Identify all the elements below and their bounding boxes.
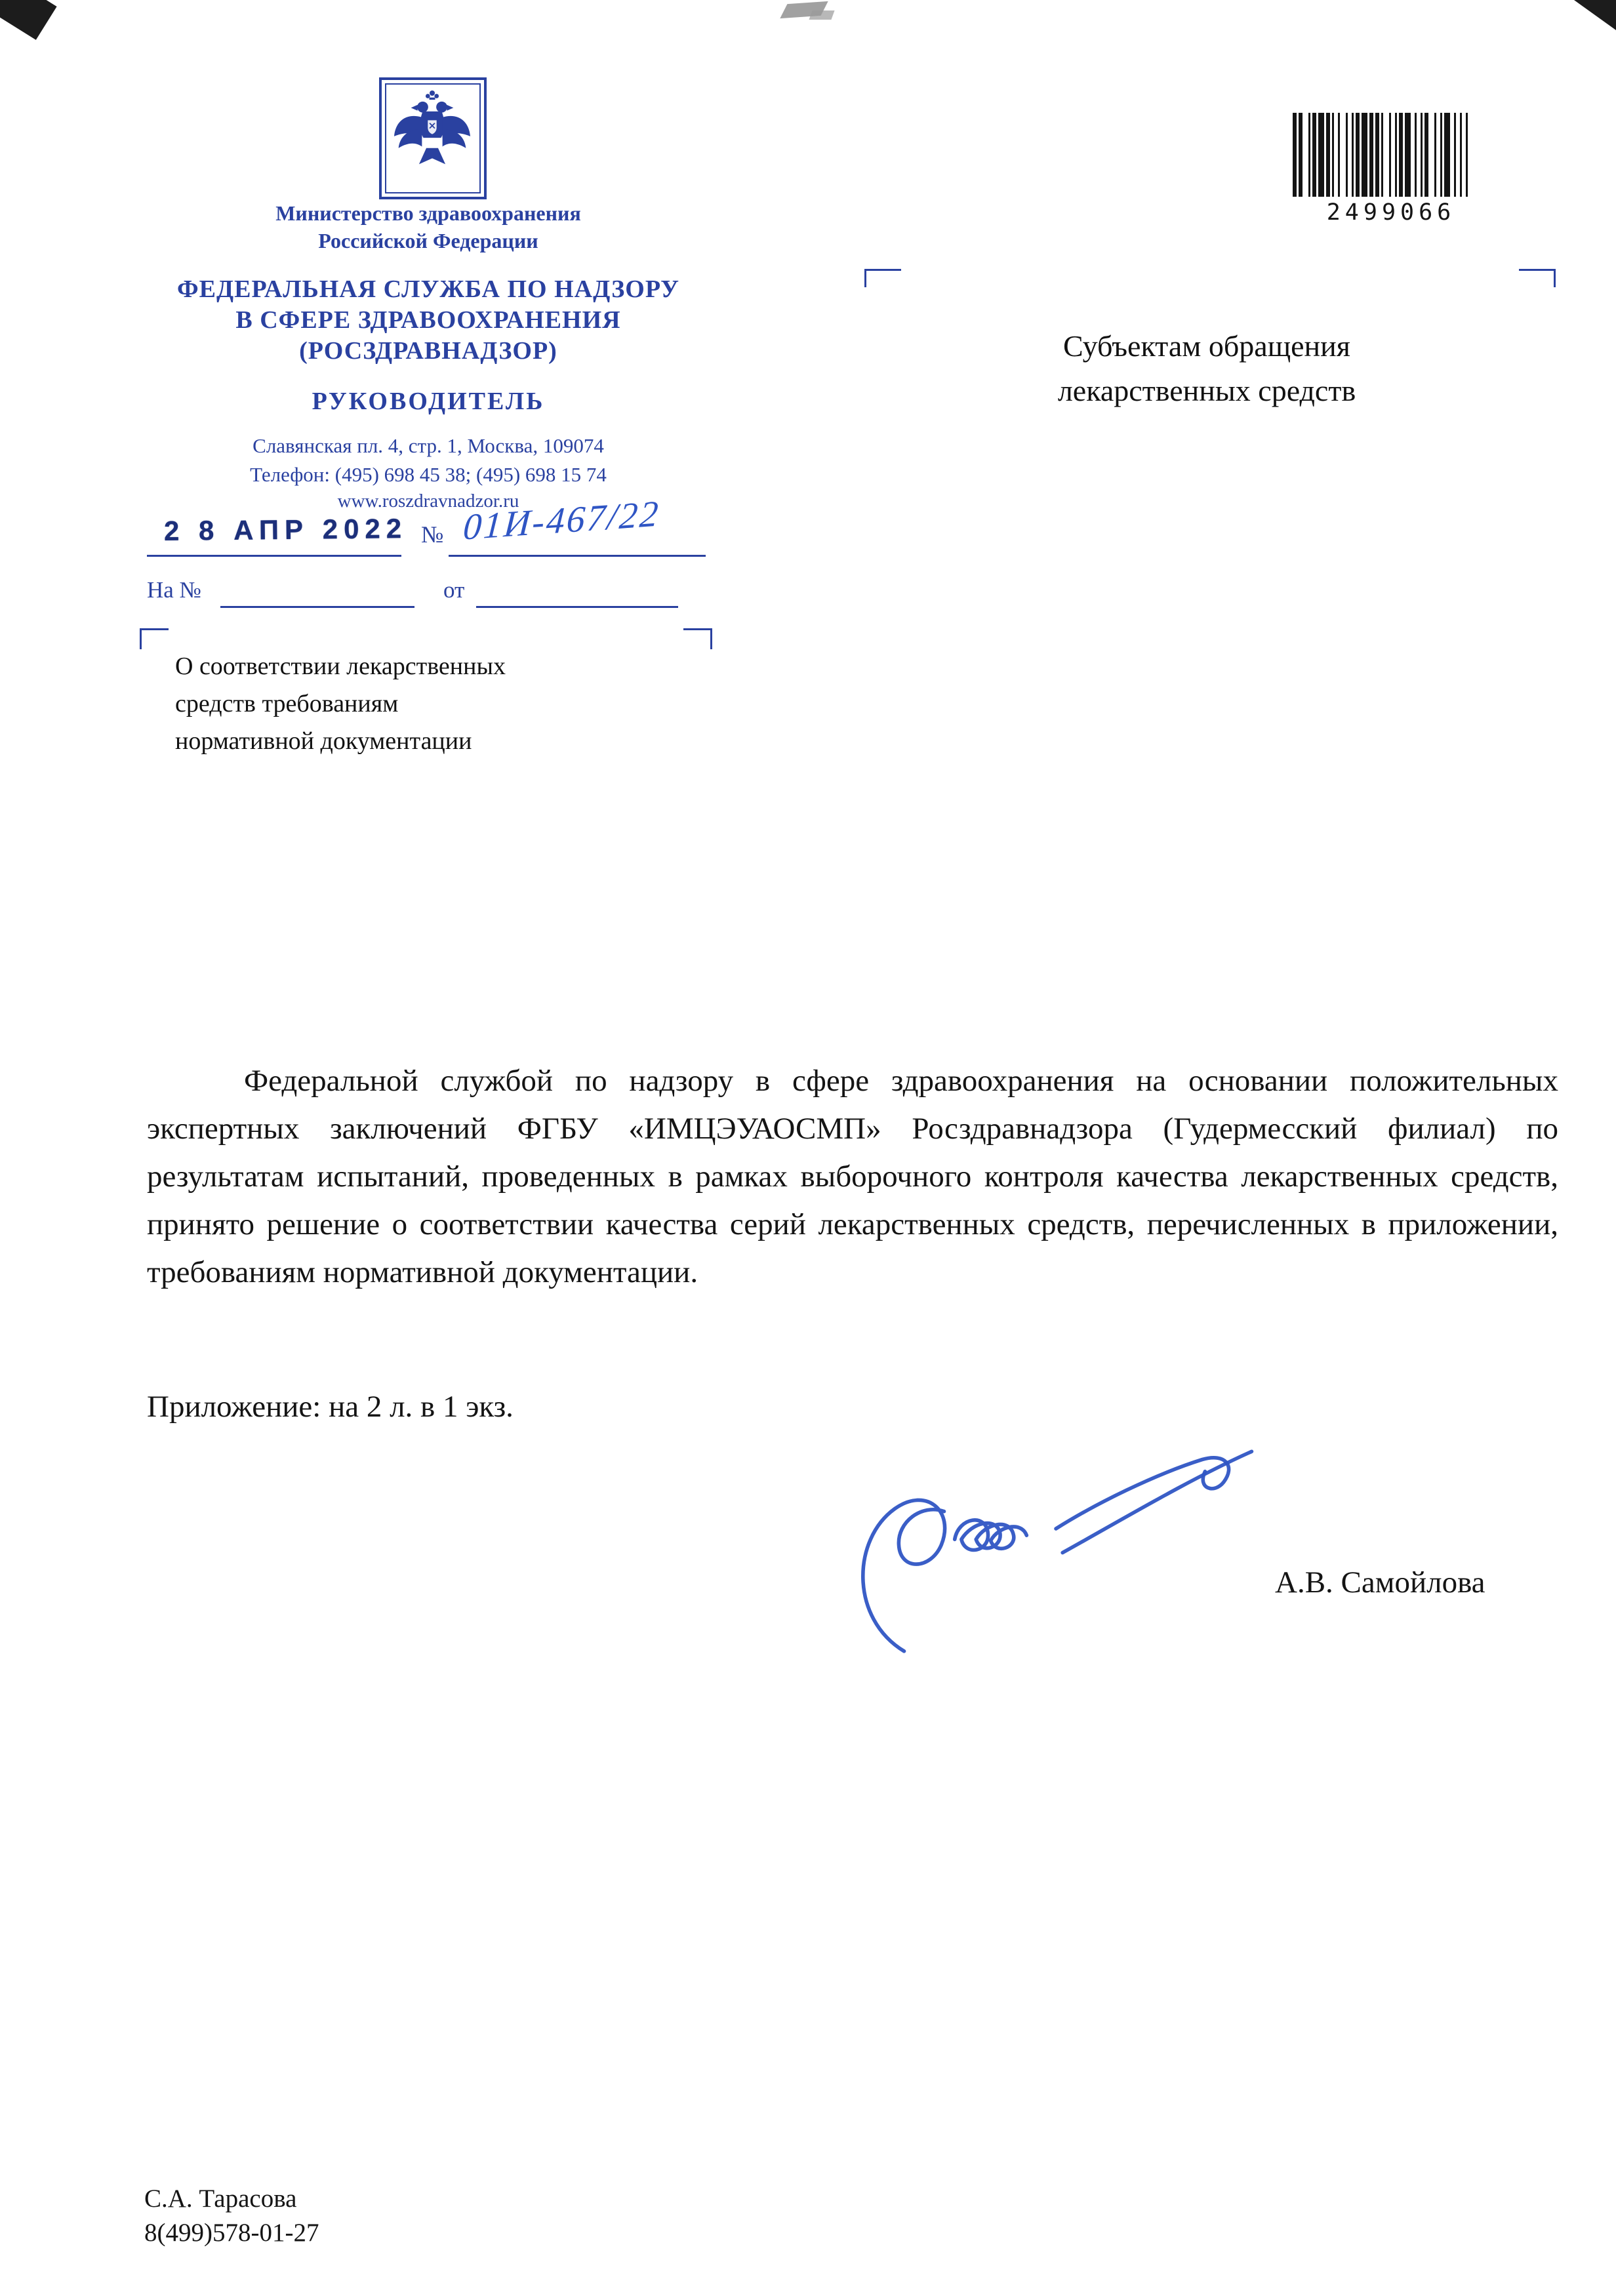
- role-title: РУКОВОДИТЕЛЬ: [312, 388, 545, 415]
- executor-name: С.А. Тарасова: [144, 2185, 297, 2213]
- phone-line: Телефон: (495) 698 45 38; (495) 698 15 74: [250, 463, 607, 486]
- reply-from-label: от: [443, 577, 465, 603]
- number-sign: №: [421, 521, 444, 548]
- barcode: [1293, 113, 1489, 226]
- number-underline: [449, 555, 706, 557]
- recipient-block: [984, 324, 1430, 413]
- date-underline: [147, 555, 401, 557]
- subject-corner-bracket-right: [683, 628, 712, 649]
- barcode-number: 2499066: [1326, 199, 1456, 226]
- website-url: www.roszdravnadzor.ru: [337, 491, 519, 512]
- letter-body-paragraph: Федеральной службой по надзору в сфере здравоохранения на основании положительных экспертных заключений ФГБУ «ИМЦЭУАОСМП» Росздравнадзора (Гудермесский филиал) по результатам испытаний, проведенных в рамках выборочного контроля качества лекарственных средств, принято решение о соответствии качества серий лекарственных средств, перечисленных в приложении, требованиям нормативной документации.: [147, 1064, 1558, 1289]
- subject-corner-bracket-left: [140, 628, 169, 649]
- reply-date-underline: [476, 606, 678, 608]
- reply-to-number-label: На №: [147, 577, 201, 603]
- barcode-bars: [1293, 113, 1489, 197]
- subject-line-1: О соответствии лекарственных: [175, 653, 506, 680]
- ministry-line-1: Министерство здравоохранения: [275, 201, 581, 225]
- postal-address: Славянская пл. 4, стр. 1, Москва, 109074: [253, 434, 604, 457]
- executor-phone: 8(499)578-01-27: [144, 2219, 319, 2247]
- recipient-corner-mark-right: [1519, 269, 1556, 287]
- subject-line-3: нормативной документации: [175, 727, 472, 755]
- ministry-line-2: Российской Федерации: [318, 229, 538, 252]
- recipient-corner-mark-left: [864, 269, 901, 287]
- service-name-line-3: (РОСЗДРАВНАДЗОР): [299, 337, 557, 365]
- scan-artifact-top-right: [1574, 0, 1616, 30]
- subject-line-2: средств требованиям: [175, 690, 399, 717]
- handwritten-signature: [843, 1440, 1269, 1659]
- scan-artifact-top-center-2: [809, 10, 834, 20]
- coat-of-arms-frame: [379, 77, 487, 199]
- service-name-line-1: ФЕДЕРАЛЬНАЯ СЛУЖБА ПО НАДЗОРУ: [177, 275, 679, 303]
- signer-name: А.В. Самойлова: [1275, 1565, 1485, 1600]
- date-stamp: 2 8 АПР 2022: [163, 513, 408, 546]
- recipient-line-1: Субъектам обращения: [1063, 329, 1350, 363]
- recipient-line-2: лекарственных средств: [1057, 374, 1356, 407]
- handwritten-doc-number: 01И-467/22: [462, 493, 662, 548]
- scan-artifact-top-left: [0, 0, 57, 40]
- attachment-note: Приложение: на 2 л. в 1 экз.: [147, 1390, 514, 1424]
- double-headed-eagle-icon: [388, 85, 476, 189]
- service-name-line-2: В СФЕРЕ ЗДРАВООХРАНЕНИЯ: [235, 306, 621, 334]
- reply-number-underline: [220, 606, 414, 608]
